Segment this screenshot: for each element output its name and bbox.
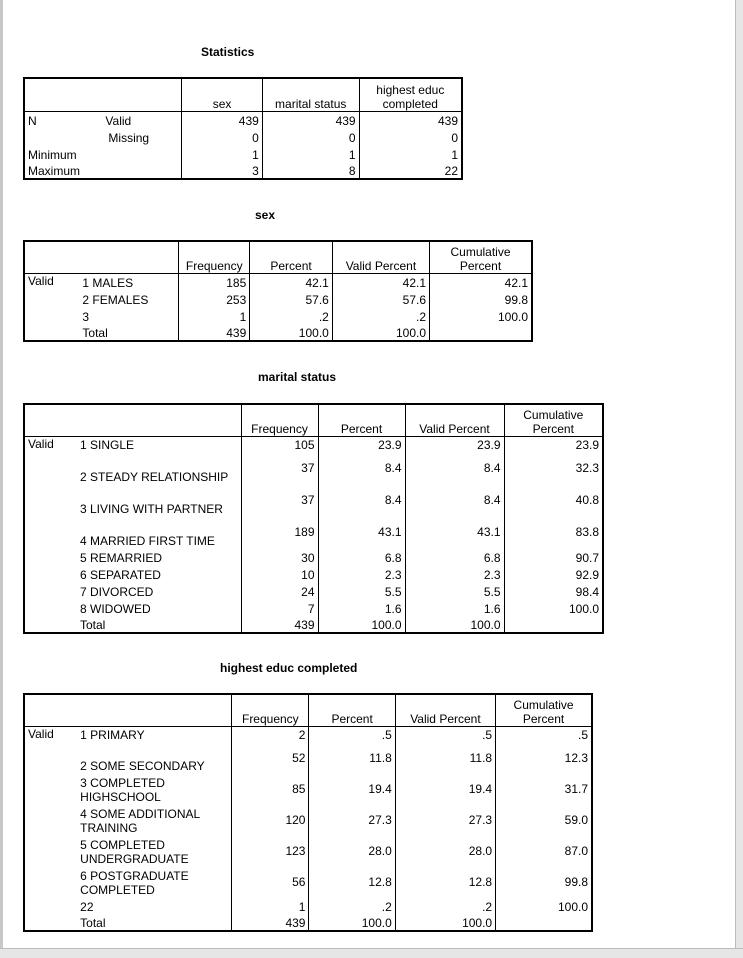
- col-cumulative-percent: Cumulative Percent: [430, 241, 532, 273]
- table-row: [24, 128, 462, 145]
- row-label: 4 MARRIED FIRST TIME: [80, 534, 215, 548]
- row-label: N: [28, 114, 37, 128]
- table-row: [24, 616, 603, 633]
- table-row: [24, 273, 532, 290]
- frequency-value: 439: [179, 324, 250, 341]
- valid-percent-value: 42.1: [332, 273, 429, 290]
- col-percent: Percent: [309, 694, 395, 726]
- table-row: [24, 582, 603, 599]
- valid-percent-value: 43.1: [405, 516, 504, 548]
- stat-value: 1: [359, 145, 462, 162]
- table-row: [24, 726, 592, 742]
- row-label: Total: [80, 916, 106, 930]
- percent-value: 8.4: [318, 452, 405, 484]
- page-right-margin: [735, 0, 743, 958]
- valid-percent-value: 12.8: [395, 866, 495, 897]
- col-valid-percent: Valid Percent: [395, 694, 495, 726]
- stat-value: 8: [262, 162, 359, 179]
- percent-value: 23.9: [318, 436, 405, 452]
- row-sublabel: Valid: [105, 114, 132, 128]
- frequency-value: 1: [179, 307, 250, 324]
- table-row: [24, 307, 532, 324]
- percent-value: 12.8: [309, 866, 395, 897]
- frequency-value: 37: [241, 484, 318, 516]
- valid-percent-value: 100.0: [332, 324, 429, 341]
- frequency-value: 185: [179, 273, 250, 290]
- stat-value: 3: [182, 162, 262, 179]
- table-row: [24, 835, 592, 866]
- stat-value: 0: [262, 128, 359, 145]
- sex-header-row: [24, 241, 532, 273]
- row-label: Total: [80, 618, 106, 632]
- percent-value: 6.8: [318, 548, 405, 565]
- table-row: [24, 804, 592, 835]
- stat-value: 0: [182, 128, 262, 145]
- valid-percent-value: 23.9: [405, 436, 504, 452]
- frequency-value: 37: [241, 452, 318, 484]
- valid-percent-value: 2.3: [405, 565, 504, 582]
- col-frequency: Frequency: [232, 694, 309, 726]
- sex-frequency-table: [23, 240, 533, 342]
- percent-value: 100.0: [318, 616, 405, 633]
- table-row: [24, 548, 603, 565]
- percent-value: 11.8: [309, 742, 395, 773]
- cumulative-percent-value: 40.8: [504, 484, 603, 516]
- page-bottom-margin: [0, 948, 743, 958]
- percent-value: 8.4: [318, 484, 405, 516]
- stat-value: 439: [182, 111, 262, 128]
- cumulative-percent-value: 87.0: [496, 835, 592, 866]
- group-label: Valid: [28, 273, 54, 288]
- row-label: 8 WIDOWED: [80, 602, 151, 616]
- row-label: Maximum: [28, 164, 81, 178]
- row-label: [24, 128, 102, 145]
- table-row: [24, 516, 603, 548]
- percent-value: 2.3: [318, 565, 405, 582]
- cumulative-percent-value: 12.3: [496, 742, 592, 773]
- cumulative-percent-value: 100.0: [504, 599, 603, 616]
- cumulative-percent-value: 31.7: [496, 773, 592, 804]
- cumulative-percent-value: 42.1: [430, 273, 532, 290]
- frequency-value: 24: [241, 582, 318, 599]
- table-row: [24, 436, 603, 452]
- col-valid-percent: Valid Percent: [332, 241, 429, 273]
- valid-percent-value: 5.5: [405, 582, 504, 599]
- cumulative-percent-value: 59.0: [496, 804, 592, 835]
- stat-value: 439: [262, 111, 359, 128]
- statistics-table: [23, 77, 463, 180]
- valid-percent-value: 8.4: [405, 452, 504, 484]
- stat-value: 22: [359, 162, 462, 179]
- frequency-value: 439: [232, 914, 309, 931]
- col-percent: Percent: [318, 404, 405, 436]
- stat-value: 1: [182, 145, 262, 162]
- percent-value: 27.3: [309, 804, 395, 835]
- table-row: [24, 324, 532, 341]
- percent-value: .2: [309, 897, 395, 914]
- statistics-corner-cell: [24, 78, 182, 111]
- frequency-value: 105: [241, 436, 318, 452]
- col-cumulative-percent: Cumulative Percent: [496, 694, 592, 726]
- frequency-value: 7: [241, 599, 318, 616]
- valid-percent-value: 19.4: [395, 773, 495, 804]
- table-row: [24, 162, 462, 179]
- table-row: [24, 742, 592, 773]
- cumulative-percent-value: .5: [496, 726, 592, 742]
- sex-corner-cell: [24, 241, 179, 273]
- table-row: [24, 914, 592, 931]
- table-row: [24, 111, 462, 128]
- cumulative-percent-value: 83.8: [504, 516, 603, 548]
- percent-value: 100.0: [309, 914, 395, 931]
- row-label: 4 SOME ADDITIONAL TRAINING: [80, 807, 200, 835]
- valid-percent-value: 100.0: [395, 914, 495, 931]
- valid-percent-value: 27.3: [395, 804, 495, 835]
- marital-header-row: [24, 404, 603, 436]
- row-label: 7 DIVORCED: [80, 585, 154, 599]
- frequency-value: 189: [241, 516, 318, 548]
- frequency-value: 2: [232, 726, 309, 742]
- cumulative-percent-value: [430, 324, 532, 341]
- percent-value: 100.0: [250, 324, 333, 341]
- stat-value: 0: [359, 128, 462, 145]
- sex-table-title: sex: [255, 208, 276, 222]
- col-cumulative-percent: Cumulative Percent: [504, 404, 603, 436]
- row-label: 22: [80, 900, 94, 914]
- statistics-col-marital: marital status: [262, 78, 359, 111]
- percent-value: .5: [309, 726, 395, 742]
- frequency-value: 120: [232, 804, 309, 835]
- group-label: Valid: [28, 436, 54, 451]
- col-frequency: Frequency: [179, 241, 250, 273]
- row-label: 2 FEMALES: [82, 293, 149, 307]
- frequency-value: 52: [232, 742, 309, 773]
- group-label: Valid: [28, 726, 54, 741]
- valid-percent-value: 57.6: [332, 290, 429, 307]
- stat-value: 439: [359, 111, 462, 128]
- page-left-border: [0, 0, 3, 958]
- table-row: [24, 452, 603, 484]
- marital-table-title: marital status: [258, 370, 337, 384]
- row-sublabel: [102, 145, 181, 162]
- cumulative-percent-value: 92.9: [504, 565, 603, 582]
- row-sublabel: [102, 162, 181, 179]
- percent-value: 19.4: [309, 773, 395, 804]
- table-row: [24, 484, 603, 516]
- row-label: 6 POSTGRADUATE COMPLETED: [80, 869, 189, 897]
- cumulative-percent-value: 32.3: [504, 452, 603, 484]
- valid-percent-value: 11.8: [395, 742, 495, 773]
- statistics-header-row: [24, 78, 462, 111]
- frequency-value: 1: [232, 897, 309, 914]
- table-row: [24, 290, 532, 307]
- percent-value: 42.1: [250, 273, 333, 290]
- percent-value: 57.6: [250, 290, 333, 307]
- cumulative-percent-value: 98.4: [504, 582, 603, 599]
- row-label: 3 LIVING WITH PARTNER: [80, 502, 223, 516]
- frequency-value: 10: [241, 565, 318, 582]
- table-row: [24, 897, 592, 914]
- frequency-value: 30: [241, 548, 318, 565]
- cumulative-percent-value: 99.8: [496, 866, 592, 897]
- frequency-value: 123: [232, 835, 309, 866]
- row-sublabel: Missing: [108, 131, 150, 145]
- row-label: 1 MALES: [82, 276, 134, 290]
- cumulative-percent-value: [504, 616, 603, 633]
- education-corner-cell: [24, 694, 232, 726]
- table-row: [24, 773, 592, 804]
- row-label: 3: [82, 310, 90, 324]
- col-valid-percent: Valid Percent: [405, 404, 504, 436]
- row-label: Total: [82, 326, 108, 340]
- cumulative-percent-value: 99.8: [430, 290, 532, 307]
- row-label: 2 SOME SECONDARY: [80, 759, 205, 773]
- table-row: [24, 866, 592, 897]
- cumulative-percent-value: 100.0: [496, 897, 592, 914]
- stat-value: 1: [262, 145, 359, 162]
- valid-percent-value: .2: [395, 897, 495, 914]
- education-header-row: [24, 694, 592, 726]
- cumulative-percent-value: 90.7: [504, 548, 603, 565]
- valid-percent-value: 6.8: [405, 548, 504, 565]
- row-label: 5 REMARRIED: [80, 551, 163, 565]
- marital-frequency-table: [23, 403, 604, 634]
- frequency-value: 439: [241, 616, 318, 633]
- marital-corner-cell: [24, 404, 241, 436]
- cumulative-percent-value: [496, 914, 592, 931]
- percent-value: .2: [250, 307, 333, 324]
- row-label: 5 COMPLETED UNDERGRADUATE: [80, 838, 189, 866]
- education-frequency-table: [23, 693, 593, 932]
- frequency-value: 253: [179, 290, 250, 307]
- valid-percent-value: 100.0: [405, 616, 504, 633]
- table-row: [24, 599, 603, 616]
- percent-value: 43.1: [318, 516, 405, 548]
- statistics-title: Statistics: [201, 45, 255, 59]
- statistics-col-sex: sex: [182, 78, 262, 111]
- row-label: 1 SINGLE: [80, 438, 135, 452]
- valid-percent-value: 28.0: [395, 835, 495, 866]
- statistics-col-education: highest educ completed: [359, 78, 462, 111]
- row-label: 3 COMPLETED HIGHSCHOOL: [80, 776, 165, 804]
- table-row: [24, 565, 603, 582]
- frequency-value: 56: [232, 866, 309, 897]
- frequency-value: 85: [232, 773, 309, 804]
- cumulative-percent-value: 100.0: [430, 307, 532, 324]
- row-label: Minimum: [28, 148, 77, 162]
- percent-value: 5.5: [318, 582, 405, 599]
- valid-percent-value: 1.6: [405, 599, 504, 616]
- col-percent: Percent: [250, 241, 333, 273]
- row-label: 1 PRIMARY: [80, 728, 145, 742]
- valid-percent-value: .2: [332, 307, 429, 324]
- percent-value: 28.0: [309, 835, 395, 866]
- table-row: [24, 145, 462, 162]
- col-frequency: Frequency: [241, 404, 318, 436]
- valid-percent-value: 8.4: [405, 484, 504, 516]
- valid-percent-value: .5: [395, 726, 495, 742]
- education-table-title: highest educ completed: [220, 661, 358, 675]
- percent-value: 1.6: [318, 599, 405, 616]
- row-label: 6 SEPARATED: [80, 568, 161, 582]
- row-label: 2 STEADY RELATIONSHIP: [80, 470, 229, 484]
- cumulative-percent-value: 23.9: [504, 436, 603, 452]
